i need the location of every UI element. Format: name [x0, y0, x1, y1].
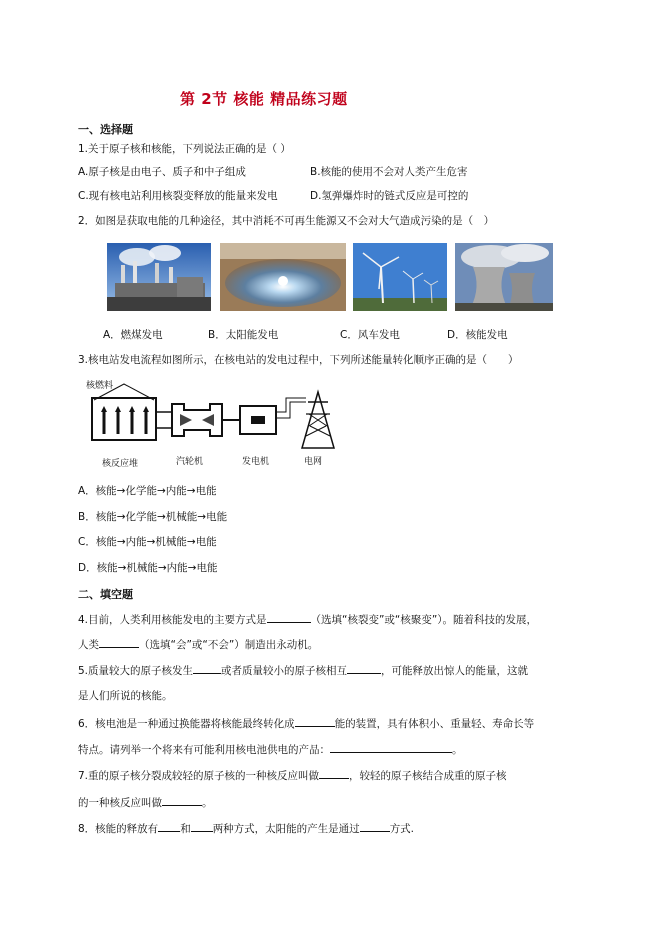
question-1-stem: 1.关于原子核和核能，下列说法正确的是（ ） — [78, 143, 291, 155]
question-6-line-2 — [78, 741, 463, 757]
question-7-text-2: ，较轻的原子核结合成重的原子核 — [349, 770, 507, 782]
solar-power-photo — [220, 243, 346, 311]
question-6-blank-1[interactable] — [295, 715, 335, 727]
question-5-text-3: ，可能释放出惊人的能量，这就 — [381, 665, 529, 677]
question-5-blank-1[interactable] — [193, 662, 221, 674]
question-2-option-a: A．燃煤发电 — [103, 329, 163, 341]
question-7-line-2 — [78, 794, 213, 810]
question-5-text: 5.质量较大的原子核发生 — [78, 665, 194, 677]
question-6-blank-2[interactable] — [330, 741, 452, 753]
question-4-blank-2[interactable] — [99, 636, 139, 648]
question-7-blank-1[interactable] — [319, 767, 349, 779]
question-7-line-1 — [78, 767, 507, 783]
coal-power-plant-photo — [107, 243, 211, 311]
question-7-blank-2[interactable] — [162, 794, 202, 806]
question-5-line-1 — [78, 662, 528, 678]
question-6-text-4: 。 — [452, 744, 463, 756]
question-2-stem: 2．如图是获取电能的几种途径，其中消耗不可再生能源又不会对大气造成污染的是（ ） — [78, 215, 495, 227]
question-3-option-c: C．核能→内能→机械能→电能 — [78, 536, 217, 548]
section-heading-fill-blank: 二、填空题 — [78, 588, 133, 601]
diagram-label-turbine: 汽轮机 — [176, 457, 204, 467]
question-8-text: 8．核能的释放有 — [78, 823, 159, 835]
question-8-line — [78, 820, 414, 836]
question-6-text: 6．核电池是一种通过换能器将核能最终转化成 — [78, 718, 295, 730]
question-4-text-4: （选填“会”或“不会”）制造出永动机。 — [139, 639, 319, 651]
question-3-option-b: B．核能→化学能→机械能→电能 — [78, 511, 228, 523]
question-8-blank-1[interactable] — [158, 820, 180, 832]
section-heading-choice: 一、选择题 — [78, 123, 133, 136]
question-2-option-c: C．风车发电 — [340, 329, 400, 341]
question-8-text-3: 两种方式，太阳能的产生是通过 — [212, 823, 360, 835]
question-4-text: 4.目前，人类利用核能发电的主要方式是 — [78, 614, 267, 626]
question-4-line-1 — [78, 611, 537, 627]
question-1-option-c: C.现有核电站利用核裂变释放的能量来发电 — [78, 190, 278, 202]
question-1-option-b: B.核能的使用不会对人类产生危害 — [310, 166, 468, 178]
question-8-blank-2[interactable] — [191, 820, 213, 832]
question-8-text-4: 方式. — [389, 823, 415, 835]
question-6-text-2: 能的装置，具有体积小、重量轻、寿命长等 — [334, 718, 535, 730]
question-8-text-2: 和 — [180, 823, 191, 835]
nuclear-cooling-tower-photo — [455, 243, 553, 311]
question-5-line-2: 是人们所说的核能。 — [78, 690, 173, 702]
question-4-line-2 — [78, 636, 318, 652]
question-5-blank-2[interactable] — [347, 662, 381, 674]
nuclear-plant-diagram — [80, 374, 340, 470]
question-6-text-3: 特点。请列举一个将来有可能利用核电池供电的产品： — [78, 744, 330, 756]
question-3-option-a: A．核能→化学能→内能→电能 — [78, 485, 217, 497]
question-1-option-d: D.氢弹爆炸时的链式反应是可控的 — [310, 190, 469, 202]
question-3-stem: 3.核电站发电流程如图所示，在核电站的发电过程中，下列所述能量转化顺序正确的是（ ） — [78, 354, 519, 366]
diagram-label-generator: 发电机 — [242, 457, 270, 467]
diagram-label-fuel: 核燃料 — [86, 381, 114, 391]
question-4-text-3: 人类 — [78, 639, 99, 651]
question-7-text: 7.重的原子核分裂成较轻的原子核的一种核反应叫做 — [78, 770, 320, 782]
question-2-option-b: B．太阳能发电 — [208, 329, 279, 341]
question-4-text-2: （选填“核裂变”或“核聚变”）。随着科技的发展， — [310, 614, 538, 626]
wind-turbine-photo — [353, 243, 447, 311]
question-2-option-d: D．核能发电 — [447, 329, 508, 341]
question-4-blank-1[interactable] — [267, 611, 311, 623]
question-7-text-3: 的一种核反应叫做 — [78, 797, 162, 809]
question-1-option-a: A.原子核是由电子、质子和中子组成 — [78, 166, 246, 178]
diagram-label-reactor: 核反应堆 — [102, 459, 139, 469]
question-3-option-d: D．核能→机械能→内能→电能 — [78, 562, 218, 574]
diagram-label-grid: 电网 — [304, 457, 323, 467]
question-7-text-4: 。 — [202, 797, 213, 809]
page-title: 第 2节 核能 精品练习题 — [180, 90, 348, 108]
question-8-blank-3[interactable] — [360, 820, 390, 832]
question-6-line-1 — [78, 715, 534, 731]
question-5-text-2: 或者质量较小的原子核相互 — [221, 665, 348, 677]
